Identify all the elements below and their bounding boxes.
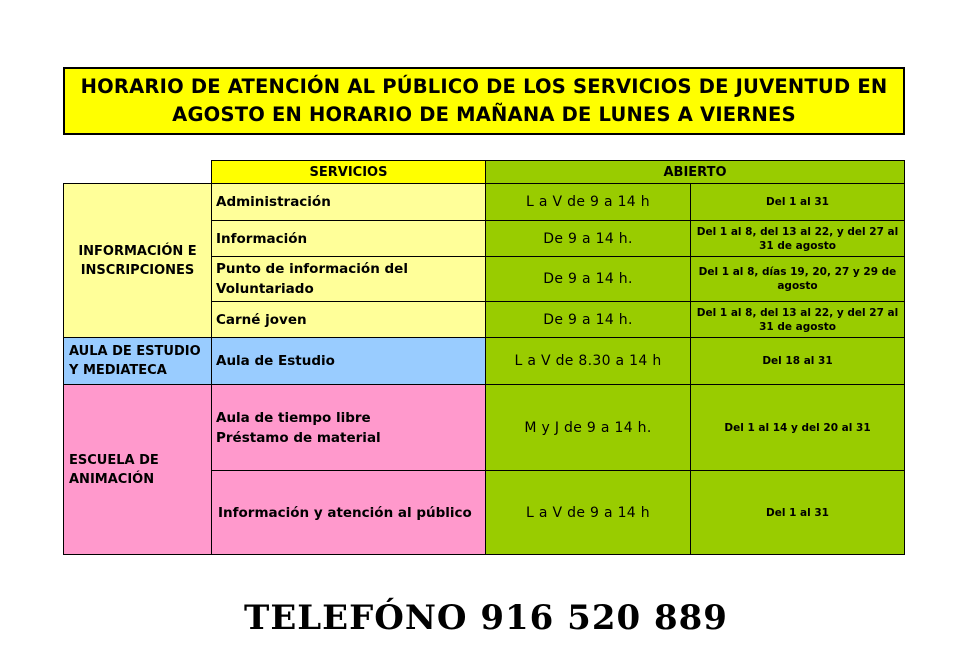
- service-cell: Aula de Estudio: [211, 337, 486, 385]
- dates-cell: Del 1 al 8, días 19, 20, 27 y 29 de agosto: [690, 256, 905, 302]
- dates-cell: Del 1 al 31: [690, 470, 905, 555]
- page-title: [81, 73, 888, 129]
- service-cell: Administración: [211, 183, 486, 221]
- service-cell: Carné joven: [211, 301, 486, 338]
- hours-cell: L a V de 9 a 14 h: [485, 183, 691, 221]
- group-label: INFORMACIÓN E INSCRIPCIONES: [78, 243, 197, 278]
- hours-cell: L a V de 8.30 a 14 h: [485, 337, 691, 385]
- service-cell: Punto de información del Voluntariado: [211, 256, 486, 302]
- hours-cell: L a V de 9 a 14 h: [485, 470, 691, 555]
- dates-cell: Del 1 al 31: [690, 183, 905, 221]
- title-line-1: HORARIO DE ATENCIÓN AL PÚBLICO DE LOS SERVICIOS DE JUVENTUD EN: [80, 75, 888, 98]
- service-cell: [211, 384, 486, 471]
- title-banner: [63, 67, 905, 135]
- header-abierto: ABIERTO: [485, 160, 905, 184]
- service-cell: Información y atención al público: [211, 470, 486, 555]
- dates-cell: Del 1 al 8, del 13 al 22, y del 27 al 31 de agosto: [690, 220, 905, 257]
- service-line: Préstamo de material: [216, 429, 381, 446]
- hours-cell: De 9 a 14 h.: [485, 301, 691, 338]
- group-label: ESCUELA DE ANIMACIÓN: [69, 452, 159, 487]
- hours-cell: M y J de 9 a 14 h.: [485, 384, 691, 471]
- hours-cell: De 9 a 14 h.: [485, 220, 691, 257]
- service-cell: Información: [211, 220, 486, 257]
- hours-cell: De 9 a 14 h.: [485, 256, 691, 302]
- group-informacion-inscripciones: [63, 183, 212, 338]
- group-label: AULA DE ESTUDIO Y MEDIATECA: [69, 344, 201, 378]
- dates-cell: Del 1 al 14 y del 20 al 31: [690, 384, 905, 471]
- dates-cell: Del 18 al 31: [690, 337, 905, 385]
- header-servicios: SERVICIOS: [211, 160, 486, 184]
- title-line-2: AGOSTO EN HORARIO DE MAÑANA DE LUNES A VIERNES: [172, 103, 796, 126]
- group-escuela-animacion: [63, 384, 212, 555]
- group-aula-estudio: [63, 337, 212, 385]
- service-line: Aula de tiempo libre: [216, 409, 371, 426]
- dates-cell: Del 1 al 8, del 13 al 22, y del 27 al 31 de agosto: [690, 301, 905, 338]
- phone-number: TELEFÓNO 916 520 889: [244, 598, 728, 638]
